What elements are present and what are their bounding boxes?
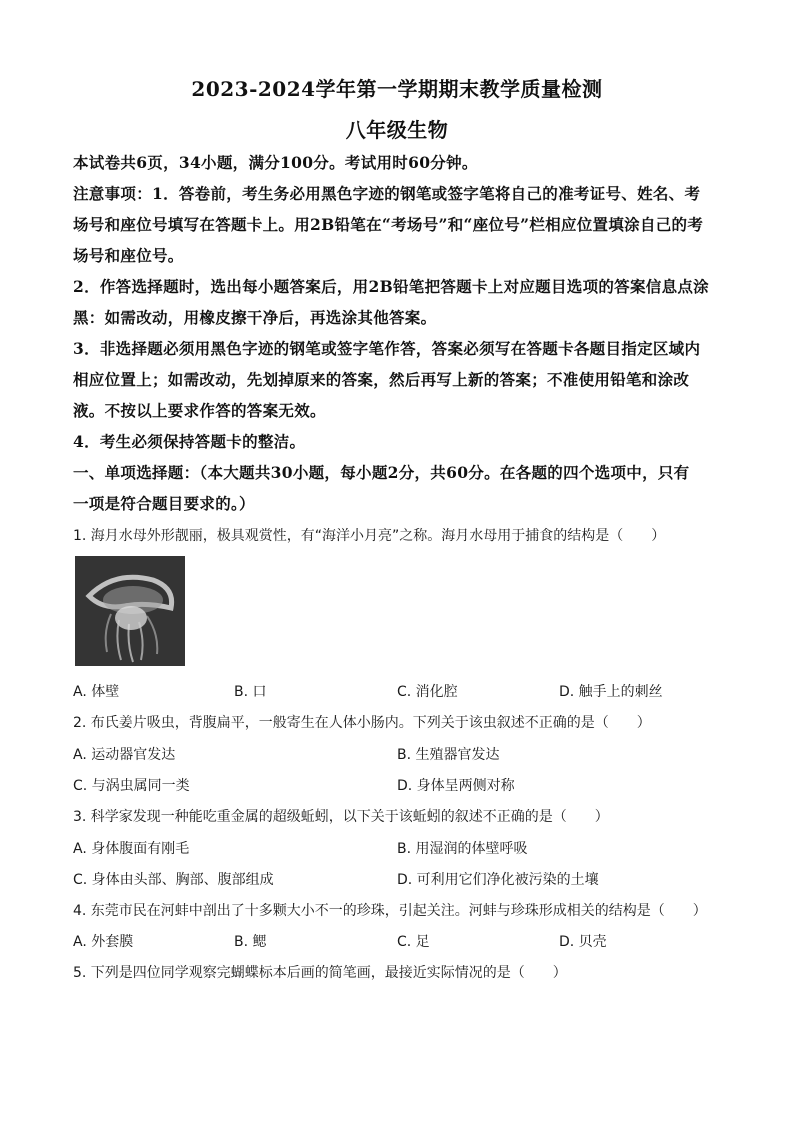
option-a: A. 外套膜	[73, 934, 134, 950]
instruction-line: 黑：如需改动，用橡皮擦干净后，再选涂其他答案。	[73, 308, 437, 327]
instruction-line: 本试卷共6页，34小题，满分100分。考试用时60分钟。	[73, 153, 478, 172]
instruction-line: 3．非选择题必须用黑色字迹的钢笔或签字笔作答，答案必须写在答题卡各题目指定区域内	[73, 339, 701, 358]
option-c: C. 消化腔	[397, 684, 458, 700]
instruction-line: 4．考生必须保持答题卡的整洁。	[73, 432, 306, 451]
question-stem: 3. 科学家发现一种能吃重金属的超级蚯蚓，以下关于该蚯蚓的叙述不正确的是（ ）	[73, 809, 609, 825]
option-d: D. 可利用它们净化被污染的土壤	[397, 872, 599, 888]
option-a: A. 体壁	[73, 684, 120, 700]
exam-title: 2023-2024学年第一学期期末教学质量检测	[191, 77, 603, 101]
section-heading: 一、单项选择题：（本大题共30小题，每小题2分，共60分。在各题的四个选项中，只有	[73, 463, 690, 482]
option-b: B. 鳃	[234, 934, 267, 950]
question-stem: 2. 布氏姜片吸虫，背腹扁平，一般寄生在人体小肠内。下列关于该虫叙述不正确的是（ ）	[73, 715, 651, 731]
option-b: B. 用湿润的体壁呼吸	[397, 841, 528, 857]
option-b: B. 口	[234, 684, 267, 700]
question-stem: 5. 下列是四位同学观察完蝴蝶标本后画的简笔画，最接近实际情况的是（ ）	[73, 965, 567, 981]
instruction-line: 液。不按以上要求作答的答案无效。	[73, 401, 326, 420]
option-d: D. 触手上的刺丝	[559, 684, 663, 700]
option-d: D. 贝壳	[559, 934, 607, 950]
exam-subtitle: 八年级生物	[345, 118, 449, 142]
option-d: D. 身体呈两侧对称	[397, 778, 515, 794]
instruction-line: 场号和座位号。	[73, 246, 184, 265]
option-a: A. 运动器官发达	[73, 747, 176, 763]
question-stem: 4. 东莞市民在河蚌中剖出了十多颗大小不一的珍珠，引起关注。河蚌与珍珠形成相关的结构是（ ）	[73, 903, 707, 919]
option-c: C. 足	[397, 934, 430, 950]
question-stem: 1. 海月水母外形靓丽，极具观赏性，有“海洋小月亮”之称。海月水母用于捕食的结构是（ ）	[73, 528, 666, 544]
instruction-line: 注意事项：1．答卷前，考生务必用黑色字迹的钢笔或签字笔将自己的准考证号、姓名、考	[73, 184, 701, 203]
section-heading: 一项是符合题目要求的。）	[73, 494, 255, 513]
jellyfish-photo	[75, 556, 185, 666]
instruction-line: 相应位置上；如需改动，先划掉原来的答案，然后再写上新的答案；不准使用铅笔和涂改	[73, 370, 690, 389]
option-b: B. 生殖器官发达	[397, 747, 500, 763]
option-c: C. 与涡虫属同一类	[73, 778, 190, 794]
option-c: C. 身体由头部、胸部、腹部组成	[73, 872, 274, 888]
instruction-line: 2．作答选择题时，选出每小题答案后，用2B铅笔把答题卡上对应题目选项的答案信息点涂	[73, 277, 709, 296]
option-a: A. 身体腹面有刚毛	[73, 841, 190, 857]
instruction-line: 场号和座位号填写在答题卡上。用2B铅笔在“考场号”和“座位号”栏相应位置填涂自己的考	[73, 215, 704, 234]
